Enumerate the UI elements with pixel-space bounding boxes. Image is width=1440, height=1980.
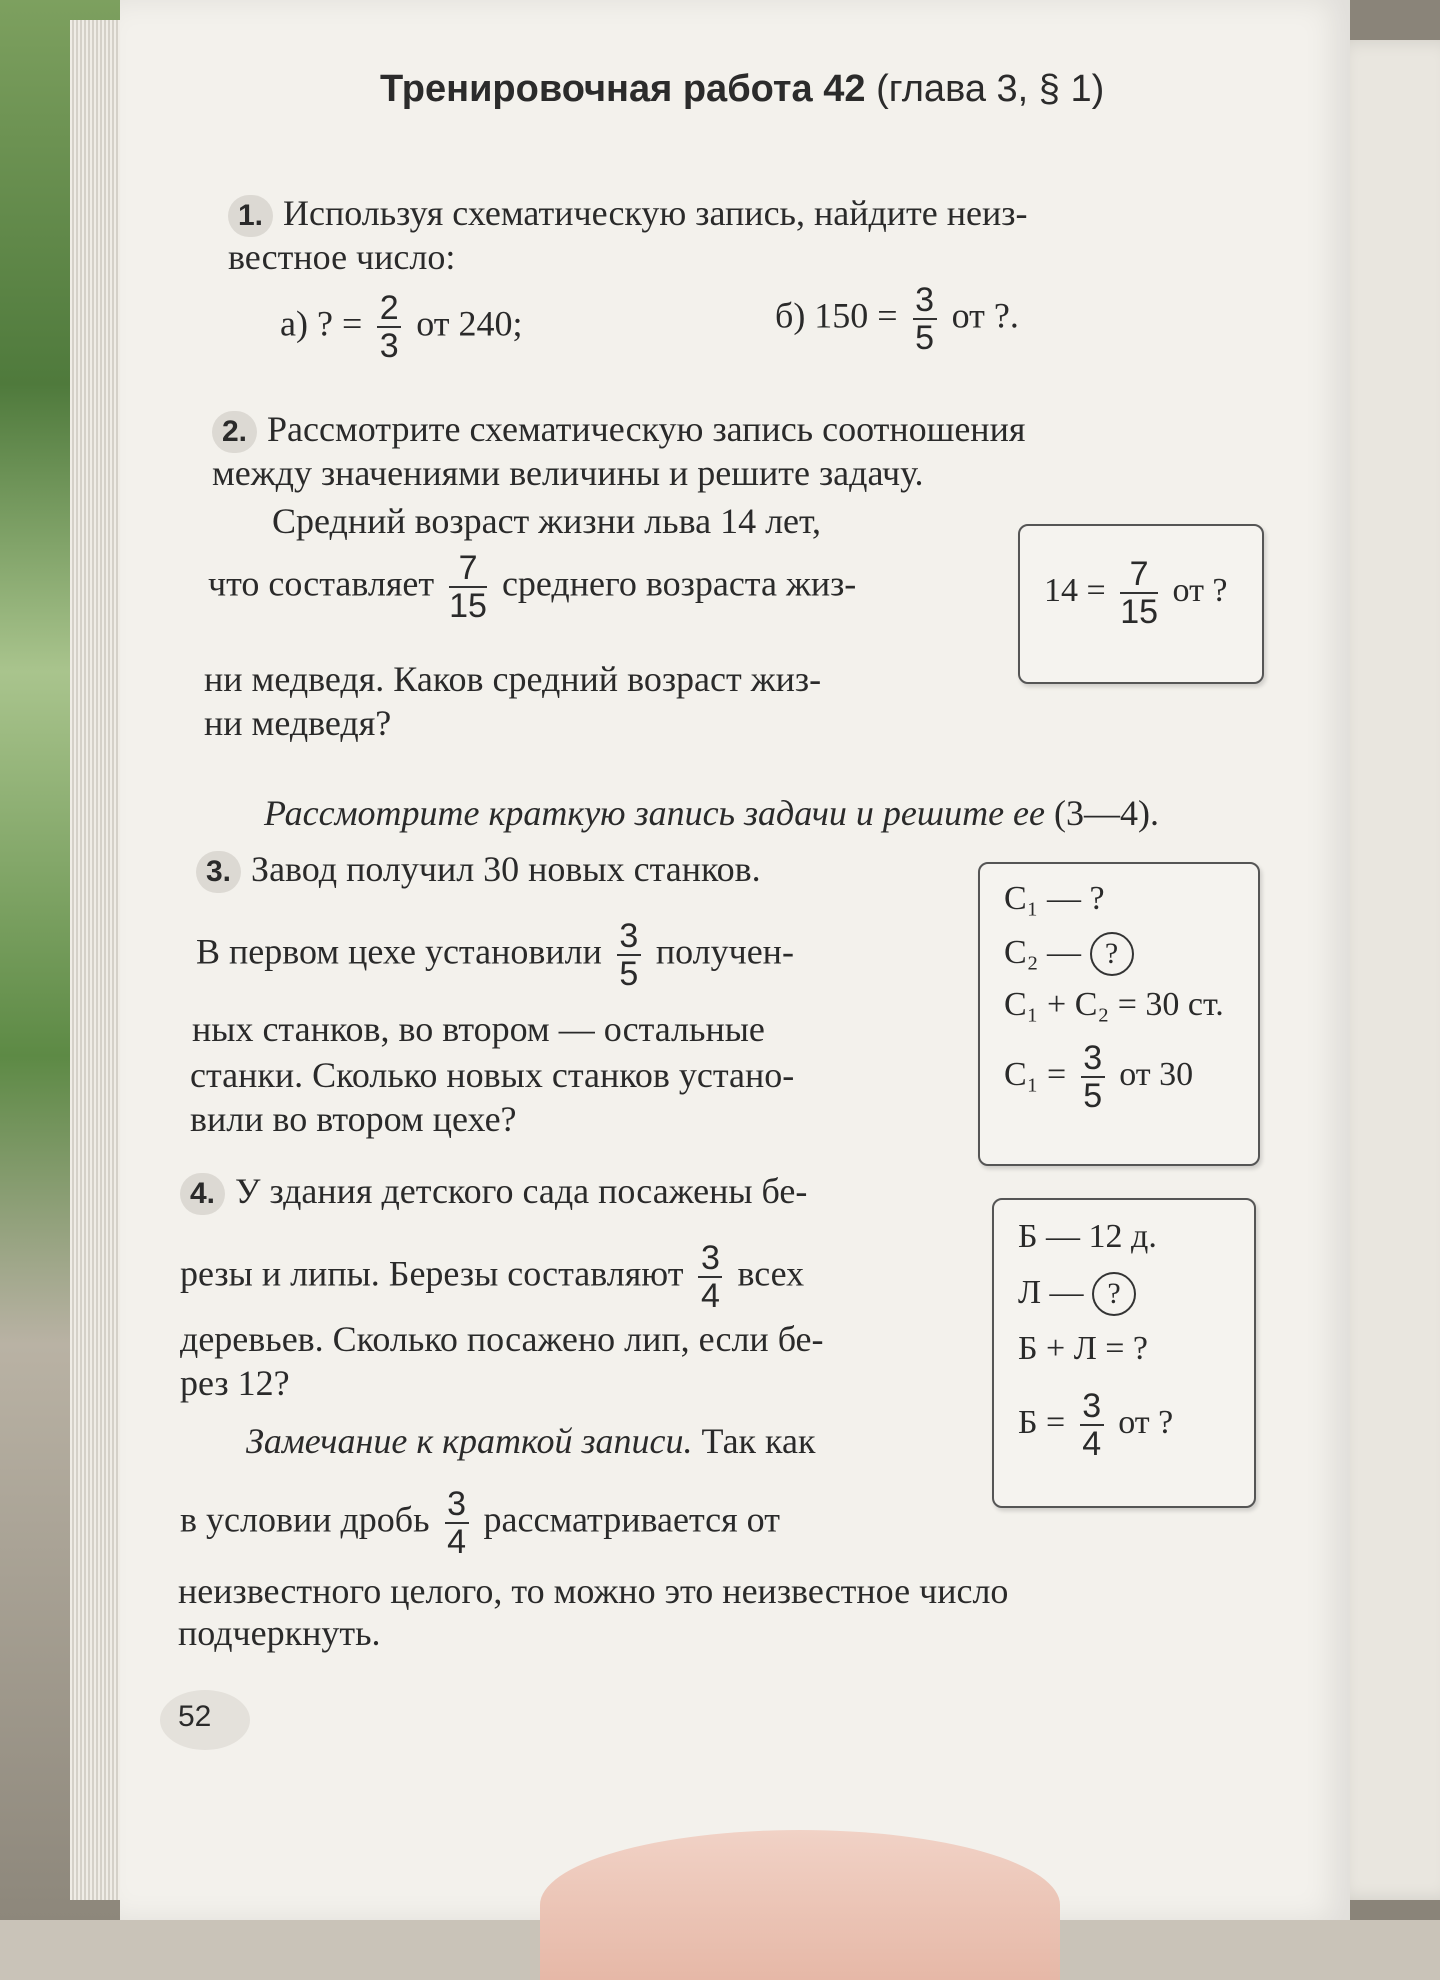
box-line2-pre: С₂ —	[1004, 934, 1082, 971]
task4-number: 4.	[180, 1173, 225, 1215]
task2-line2: между значениями величины и решите задачу.	[212, 453, 924, 493]
task2-line4	[208, 550, 856, 624]
box-pre: 14 =	[1044, 571, 1106, 609]
frac-num: 3	[1083, 1039, 1103, 1077]
task4-line3: деревьев. Сколько посажено лип, если бе-	[180, 1319, 824, 1359]
task4-box-line4	[1018, 1388, 1173, 1462]
title-chapter: (глава 3, § 1)	[876, 68, 1105, 110]
note-rest: Так как	[701, 1421, 816, 1461]
page-number: 52	[178, 1700, 212, 1733]
task4-box-fraction	[1080, 1388, 1104, 1462]
frac-num: 3	[915, 281, 935, 319]
frac-num: 3	[701, 1239, 720, 1277]
task1-a-prefix: а) ? =	[280, 303, 363, 344]
instruction-line	[264, 792, 1159, 834]
task2-line3: Средний возраст жизни льва 14 лет,	[272, 501, 822, 541]
task4-scheme-box	[992, 1198, 1256, 1508]
frac-den: 4	[447, 1523, 466, 1561]
task4-line4: рез 12?	[180, 1363, 290, 1403]
task2-line4-pre: что составляет	[208, 563, 435, 604]
task2-box-equation	[1044, 556, 1228, 630]
frac-num: 2	[379, 289, 399, 327]
task3-box-line2	[1004, 932, 1134, 976]
frac-den: 3	[379, 327, 399, 365]
task1-item-b	[775, 282, 1019, 356]
task3-line2-pre: В первом цехе установили	[196, 931, 602, 972]
note-line2-pre: в условии дробь	[180, 1499, 430, 1540]
task4-fraction	[698, 1240, 722, 1314]
frac-den: 5	[619, 955, 639, 993]
box-line4-post: от ?	[1118, 1403, 1174, 1441]
circled-question-icon: ?	[1092, 1272, 1136, 1316]
task2-number: 2.	[212, 411, 257, 453]
task3-fraction	[617, 918, 641, 992]
task4-line2	[180, 1240, 804, 1314]
task1-a-suffix: от 240;	[416, 303, 523, 344]
box-line2-pre: Л —	[1018, 1274, 1084, 1311]
frac-num: 3	[619, 917, 639, 955]
instruction-range: (3—4).	[1054, 793, 1159, 833]
task3-text1: Завод получил 30 новых станков.	[251, 849, 761, 889]
task3-line2	[196, 918, 794, 992]
task1-a-fraction	[377, 290, 401, 364]
task3-line4: станки. Сколько новых станков устано-	[190, 1055, 795, 1095]
task2-line5: ни медведя. Каков средний возраст жиз-	[204, 659, 822, 699]
box-post: от ?	[1172, 571, 1228, 609]
frac-num: 3	[447, 1485, 466, 1523]
task2-text1: Рассмотрите схематическую запись соотношения	[267, 409, 1026, 449]
frac-den: 5	[1083, 1077, 1103, 1115]
task1-b-fraction	[913, 282, 937, 356]
task3-box-line3: С₁ + С₂ = 30 ст.	[1004, 986, 1224, 1023]
task2-line1	[212, 408, 1025, 453]
task4-note-line2	[180, 1486, 780, 1560]
frac-num: 7	[1129, 555, 1149, 593]
circled-question-icon: ?	[1090, 932, 1134, 976]
box-line4-pre: С₁ =	[1004, 1055, 1067, 1093]
task4-note-line1	[246, 1420, 815, 1462]
task4-box-line2	[1018, 1272, 1136, 1316]
thumb	[540, 1830, 1060, 1980]
frac-den: 4	[1082, 1425, 1102, 1463]
task3-box-line4	[1004, 1040, 1193, 1114]
instruction-text: Рассмотрите краткую запись задачи и решите ее	[264, 793, 1046, 833]
task1-number: 1.	[228, 195, 273, 237]
frac-den: 5	[915, 319, 935, 357]
task1-item-a	[280, 290, 523, 364]
title-bold: Тренировочная работа 42	[380, 68, 866, 110]
task2-scheme-box	[1018, 524, 1264, 684]
task1-text1: Используя схематическую запись, найдите неиз-	[283, 193, 1028, 233]
note-italic: Замечание к краткой записи.	[246, 1421, 693, 1461]
task4-line2-post: всех	[737, 1253, 805, 1294]
task2-line4-post: среднего возраста жиз-	[501, 563, 857, 604]
box-line4-pre: Б =	[1018, 1403, 1066, 1441]
note-fraction	[445, 1486, 469, 1560]
task2-fraction	[449, 550, 487, 624]
note-line2-post: рассматривается от	[483, 1499, 780, 1540]
task3-line2-post: получен-	[655, 931, 794, 972]
box-line4-post: от 30	[1119, 1055, 1194, 1093]
task4-note-line3: неизвестного целого, то можно это неизвестное число	[178, 1571, 1009, 1611]
task3-line5: вили во втором цехе?	[190, 1099, 517, 1139]
task4-line1	[180, 1170, 807, 1215]
task2-line6: ни медведя?	[204, 703, 392, 743]
task4-box-line1: Б — 12 д.	[1018, 1218, 1157, 1255]
task1-b-prefix: б) 150 =	[775, 295, 898, 336]
frac-den: 15	[449, 587, 487, 625]
page-title	[380, 68, 1140, 111]
task4-text1: У здания детского сада посажены бе-	[235, 1171, 808, 1211]
task4-box-line3: Б + Л = ?	[1018, 1330, 1149, 1367]
task4-note-line4: подчеркнуть.	[178, 1613, 381, 1653]
task3-box-fraction	[1081, 1040, 1105, 1114]
task1-b-suffix: от ?.	[951, 295, 1019, 336]
task4-line2-pre: резы и липы. Березы составляют	[180, 1253, 684, 1294]
task2-box-fraction	[1120, 556, 1158, 630]
task3-box-line1: С₁ — ?	[1004, 880, 1105, 917]
task3-scheme-box	[978, 862, 1260, 1166]
task3-number: 3.	[196, 851, 241, 893]
frac-den: 4	[701, 1277, 720, 1315]
task3-line3: ных станков, во втором — остальные	[192, 1009, 765, 1049]
task1-line1	[228, 192, 1027, 237]
frac-num: 3	[1082, 1387, 1102, 1425]
task3-line1	[196, 848, 761, 893]
frac-num: 7	[458, 549, 478, 587]
task1-line2: вестное число:	[228, 237, 456, 277]
frac-den: 15	[1120, 593, 1159, 631]
